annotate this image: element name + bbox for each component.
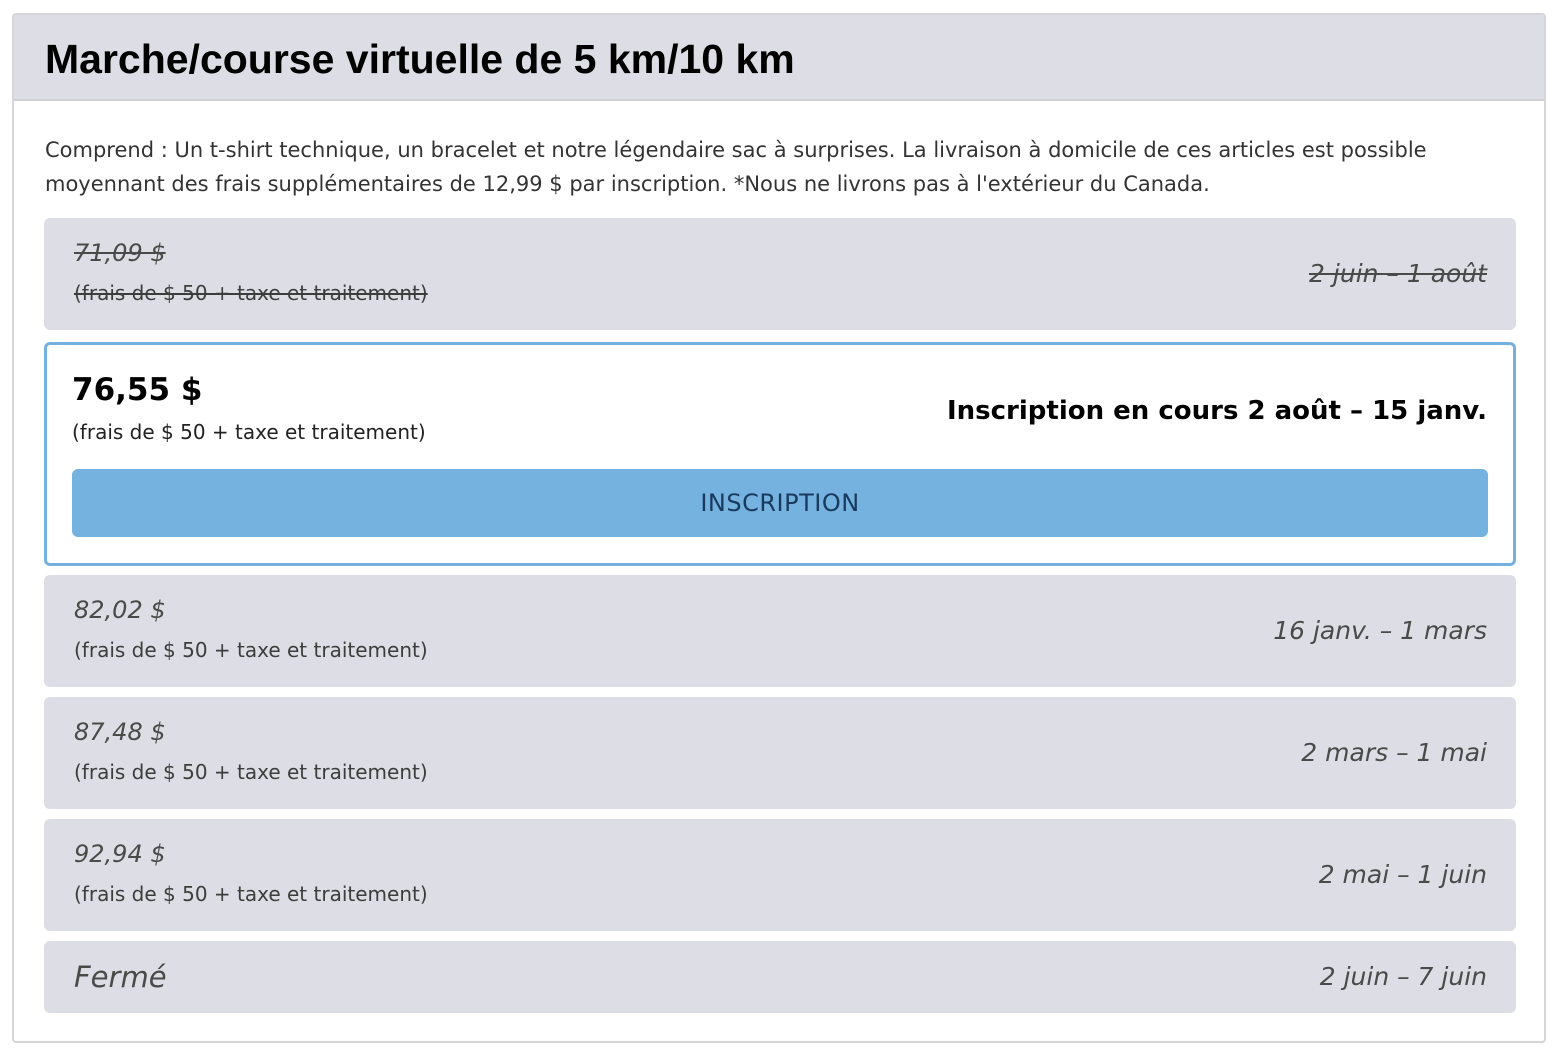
price-tier-active: [44, 342, 1516, 566]
tier-price: 76,55 $: [72, 372, 203, 408]
price-tier-upcoming: [44, 697, 1516, 809]
event-description: Comprend : Un t-shirt technique, un bracelet et notre légendaire sac à surprises. La livraison à domicile de ces articles est possible moyennant des frais supplémentaires de 12,99 $ par inscription. *Nous ne livrons pas à l'extérieur du Canada.: [45, 138, 1427, 196]
tier-price: 92,94 $: [74, 840, 166, 868]
tier-fee-note: (frais de $ 50 + taxe et traitement): [72, 420, 426, 444]
price-tier-expired: [44, 218, 1516, 330]
tier-price: 71,09 $: [74, 239, 166, 267]
tier-fee-note: (frais de $ 50 + taxe et traitement): [74, 760, 428, 784]
tier-fee-note: (frais de $ 50 + taxe et traitement): [74, 638, 428, 662]
tier-dates: 2 juin – 1 août: [1309, 259, 1487, 288]
price-tier-upcoming: [44, 819, 1516, 931]
tier-fee-note: (frais de $ 50 + taxe et traitement): [74, 281, 428, 305]
tier-dates: 2 juin – 7 juin: [1319, 962, 1487, 991]
price-tier-closed: [44, 941, 1516, 1013]
tier-closed-label: Fermé: [74, 960, 167, 994]
register-button[interactable]: INSCRIPTION: [72, 469, 1488, 537]
tier-dates: 16 janv. – 1 mars: [1273, 616, 1487, 645]
event-title: Marche/course virtuelle de 5 km/10 km: [45, 36, 795, 82]
card-header: [14, 15, 1544, 101]
tier-dates: Inscription en cours 2 août – 15 janv.: [946, 396, 1487, 426]
price-tier-upcoming: [44, 575, 1516, 687]
tier-price: 82,02 $: [74, 596, 166, 624]
tier-dates: 2 mai – 1 juin: [1318, 860, 1487, 889]
tier-fee-note: (frais de $ 50 + taxe et traitement): [74, 882, 428, 906]
event-card: [12, 13, 1546, 1043]
tier-dates: 2 mars – 1 mai: [1301, 738, 1487, 767]
tier-price: 87,48 $: [74, 718, 166, 746]
